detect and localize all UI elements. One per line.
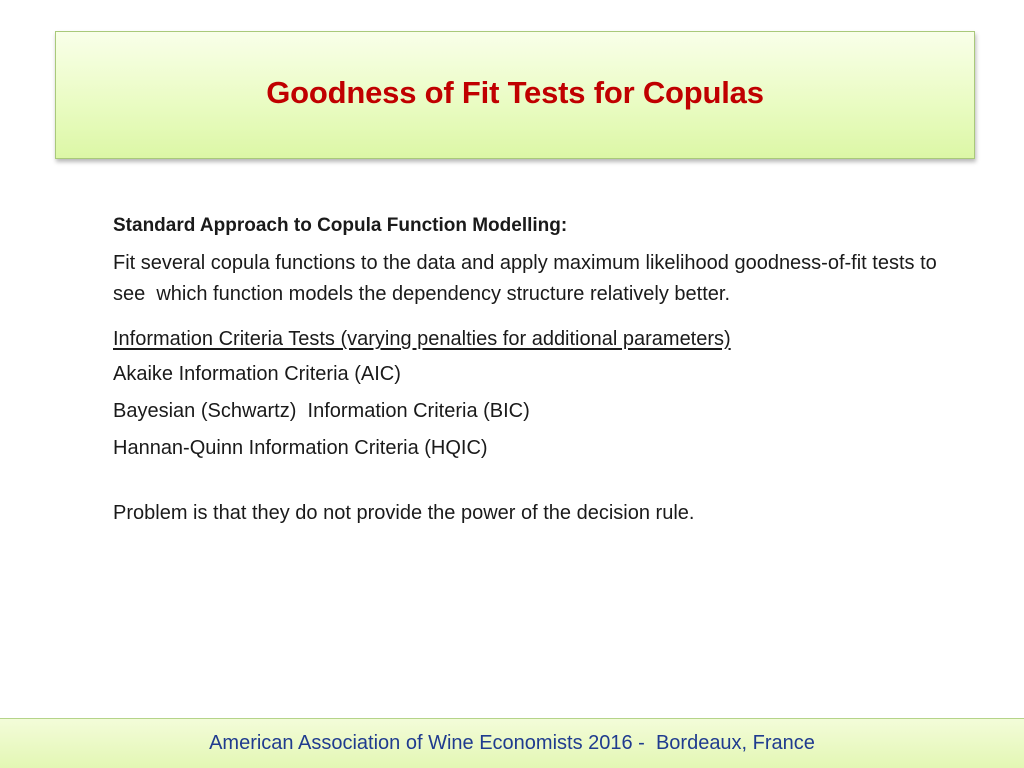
criteria-item-hqic: Hannan-Quinn Information Criteria (HQIC): [113, 437, 488, 459]
title-box: [55, 31, 975, 159]
section-heading: Standard Approach to Copula Function Modelling:: [113, 215, 568, 236]
criteria-item-bic: Bayesian (Schwartz) Information Criteria (BIC): [113, 400, 530, 422]
footer-text: American Association of Wine Economists 2016 - Bordeaux, France: [209, 732, 815, 754]
body-paragraph: Fit several copula functions to the data and apply maximum likelihood goodness-of-fit tests to see which function models the dependency structure relatively better.: [113, 252, 943, 305]
slide-title: Goodness of Fit Tests for Copulas: [266, 75, 764, 110]
criteria-item-aic: Akaike Information Criteria (AIC): [113, 363, 401, 385]
footer-bar: [0, 718, 1024, 768]
slide-body: [113, 212, 963, 532]
criteria-heading: Information Criteria Tests (varying penalties for additional parameters): [113, 328, 731, 350]
criteria-section: [113, 323, 963, 467]
problem-statement: Problem is that they do not provide the power of the decision rule.: [113, 502, 695, 524]
